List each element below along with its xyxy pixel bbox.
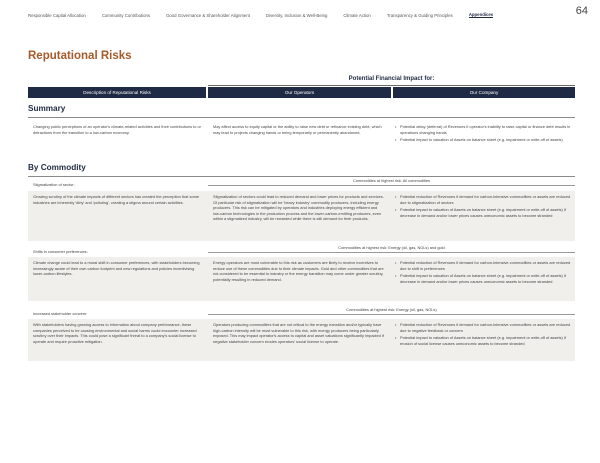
nav-community-contributions[interactable]: Community Contributions (101, 12, 151, 18)
list-item: • Potential impact to valuation of Assets on balance sheet (e.g. impairment or write-off of assets) if erosion of social license causes uneconomic assets to become stranded (395, 335, 573, 346)
nav-diversity-inclusion[interactable]: Diversity, Inclusion & Well-Being (265, 12, 328, 18)
row2-company-list (395, 260, 573, 286)
row2-description: Climate change could lead to a moral shift in consumer preferences, with stakeholders becoming increasingly aware of their own carbon footprint and new regulations and policies incentivising lower-carbon lifestyles. (33, 260, 200, 277)
row2-band-label: Commodities at highest risk: Energy (oil, gas, NGLs) and gold (338, 245, 445, 250)
summary-description: Changing public perceptions of an operator's climate-related activities and their contributions to or detractions from the transition to a low-carbon economy. (33, 124, 201, 135)
nav-good-governance[interactable]: Good Governance & Shareholder Alignment (166, 12, 250, 18)
summary-heading: Summary (28, 104, 66, 113)
summary-company-list (395, 124, 573, 145)
nav-transparency[interactable]: Transparency & Guiding Principles (386, 12, 453, 18)
row3-company-list (395, 322, 573, 348)
list-item: • Potential impact to valuation of Assets on balance sheet (e.g. impairment or write-off of assets) if decrease in demand and/or lower prices causes uneconomic assets to become stranded (395, 207, 573, 218)
column-header-company: Our Company (393, 87, 575, 98)
list-item: • Potential impact to valuation of Assets on balance sheet (e.g. impairment or write-off of assets) (395, 137, 573, 143)
nav-climate-action[interactable]: Climate Action (343, 12, 371, 18)
row1-band-rule (208, 185, 575, 186)
list-item: • Potential impact to valuation of Assets on balance sheet (e.g. impairment or write-off of assets) if decrease in demand and/or lower prices causes uneconomic assets to become stranded (395, 273, 573, 284)
page-title: Reputational Risks (28, 50, 132, 62)
row2-subheading: Shifts in consumer preferences: (33, 249, 88, 254)
summary-rule (28, 117, 575, 118)
by-commodity-heading: By Commodity (28, 163, 86, 172)
row3-band-rule (208, 314, 575, 315)
column-header-operators: Our Operators (208, 87, 391, 98)
row3-description: With stakeholders having growing access to information about company performance, these companies perceived to be causing environmental and social harms could encounter increased scrutiny over their impacts. This could pose a significant threat to a company's social license to operate and require proactive mitigation. (33, 322, 197, 344)
by-commodity-rule (28, 176, 575, 177)
page-number: 64 (575, 5, 588, 17)
row3-band-label: Commodities at highest risk: Energy (oil, gas, NGLs) (346, 307, 437, 312)
nav-appendices[interactable]: Appendices (468, 12, 494, 17)
row2-band-rule (208, 252, 575, 253)
row1-operators: Stigmatization of sectors could lead to reduced demand and lower prices for products and services. Of particular risk of stigmatization will be 'heavy industry' commodity producers, including energy producers. This risk can be mitigated by operators and industries deploying energy efficient and low-carbon technologies in the production process and the lower-carbon-emitting producers, even within a stigmatized industry, will be rewarded while there is still demand for their products. (213, 194, 384, 222)
list-item: • Potential delay (deferral) of Revenues if operator's inability to raise capital or finance debt results in operations changing hands (395, 124, 573, 135)
list-item: • Potential reduction of Revenues if demand for carbon-intensive commodities or assets are reduced due to shift in preferences (395, 260, 573, 271)
row1-company-list (395, 194, 573, 220)
summary-operators: May affect access to equity capital or the ability to raise new debt or refinance existing debt, which may lead to projects changing hands or being temporarily or permanently abandoned. (213, 124, 382, 135)
row3-subheading: Increased stakeholder concern: (33, 311, 88, 316)
row2-operators: Energy operators are most vulnerable to this risk as customers are likely to receive incentives to reduce use of these commodities due to their climate impacts. Gold and other commodities that are not considered to be essential to industry or the energy transition may come under greater scrutiny, potentially resulting in reduced demand. (213, 260, 384, 282)
row1-subheading: Stigmatization of sector: (33, 182, 75, 187)
nav-responsible-capital[interactable]: Responsible Capital Allocation (28, 12, 86, 18)
row1-description: Growing scrutiny of the climate impacts of different sectors has created the perception that some industries are inherently 'dirty' and 'polluting', creating a stigma around certain activities. (33, 194, 200, 205)
list-item: • Potential reduction of Revenues if demand for carbon-intensive commodities or assets are reduced due to negative feedback or concern (395, 322, 573, 333)
impact-header-rule (208, 85, 575, 86)
impact-header: Potential Financial Impact for: (348, 76, 435, 82)
top-navigation (28, 8, 578, 22)
list-item: • Potential reduction of Revenues if demand for carbon-intensive commodities or assets are reduced due to stigmatization of sectors (395, 194, 573, 205)
column-header-description: Description of Reputational Risks (28, 87, 206, 98)
row3-operators: Operators producing commodities that are not critical to the energy transition and/or typically have high-carbon intensity will be most vulnerable to this risk, with energy producers being particularly exposed. This may impact operator's access to capital and asset valuations significantly impacted if negative stakeholder concern erodes operators' social license to operate. (213, 322, 384, 344)
row1-band-label: Commodities at highest risk: All commodities (353, 178, 430, 183)
